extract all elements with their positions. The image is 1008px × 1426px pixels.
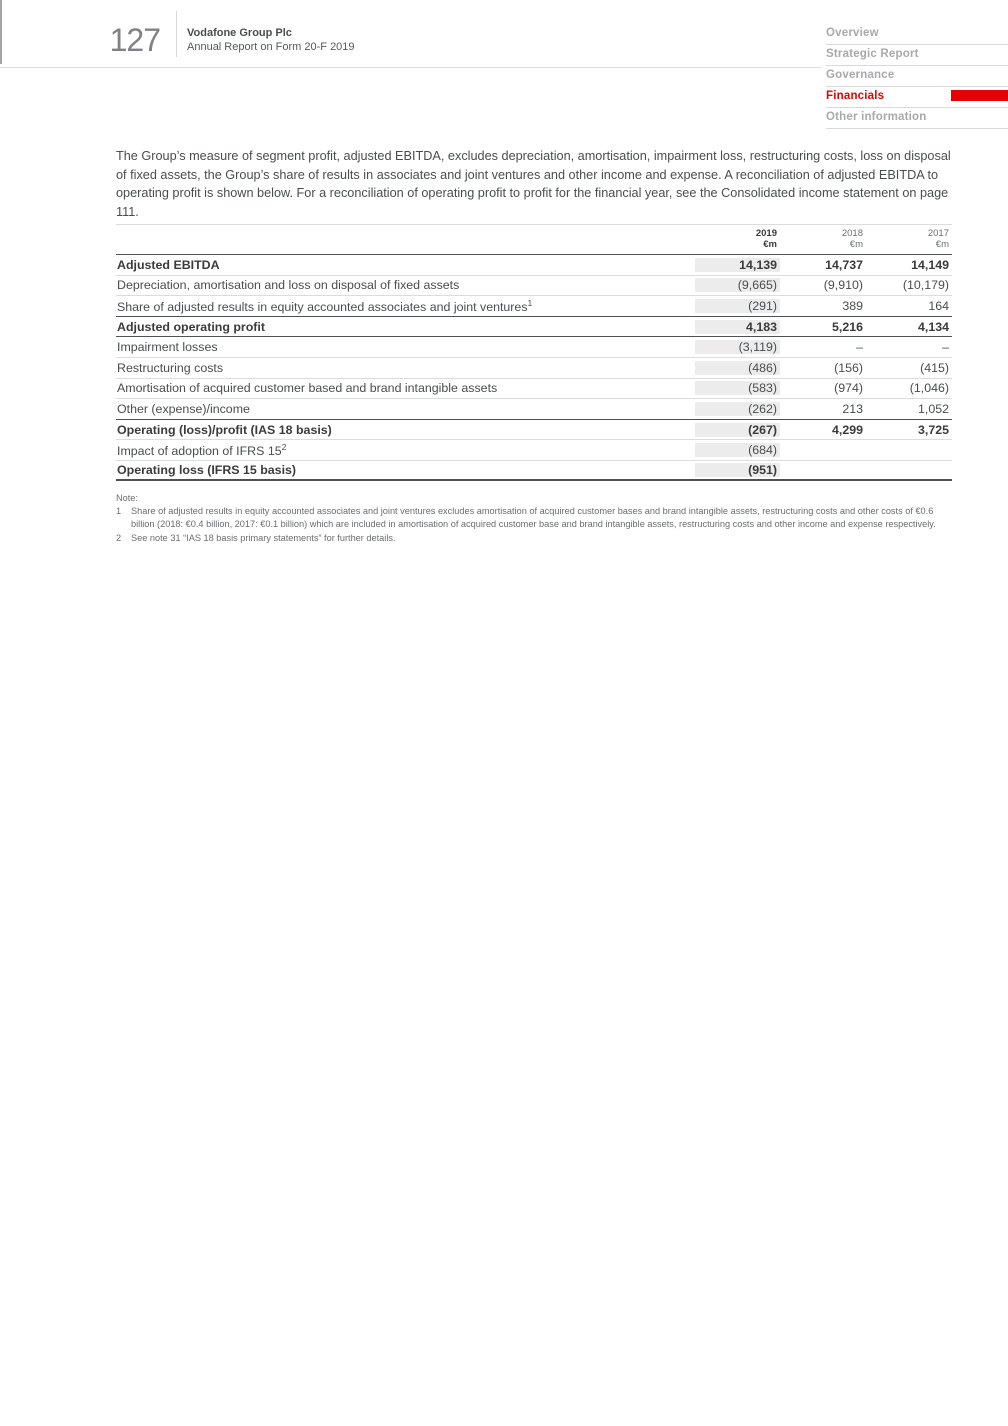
nav-item-strategic-report[interactable] <box>826 45 1008 66</box>
report-subtitle: Annual Report on Form 20-F 2019 <box>187 41 355 53</box>
row-label: Impairment losses <box>117 340 218 355</box>
col-header-2017: 2017 €m <box>927 228 949 250</box>
cell-2019: (9,665) <box>695 278 780 292</box>
cell-2018: (156) <box>834 360 863 375</box>
footnote-ref: 1 <box>527 297 533 308</box>
cell-2017: 14,149 <box>911 257 949 272</box>
row-label: Adjusted EBITDA <box>117 257 220 272</box>
nav-item-label: Governance <box>826 69 895 81</box>
note-item <box>116 505 938 531</box>
cell-2017: (1,046) <box>909 381 949 396</box>
cell-2017: (415) <box>920 360 949 375</box>
cell-2018: 4,299 <box>831 422 863 437</box>
table-row <box>116 295 952 316</box>
table-row <box>116 419 952 440</box>
nav-item-financials[interactable] <box>826 87 1008 108</box>
notes-section <box>116 492 938 545</box>
note-text: Share of adjusted results in equity accounted associates and joint ventures excludes amortisation of acquired customer bases and brand intangible assets, restructuring costs and other costs of €0.6 billion (2018: €0.4 billion, 2017: €0.1 billion) which are included in amortisation of acquired customer base and brand intangible assets, restructuring costs and other income and expense respectively. <box>131 506 936 530</box>
cell-2019: (291) <box>695 299 780 313</box>
note-number: 2 <box>116 532 122 543</box>
cell-2017: 164 <box>928 298 949 313</box>
section-nav <box>826 24 1008 129</box>
col-header-2019: 2019 €m <box>755 228 777 250</box>
table-row <box>116 316 952 337</box>
note-text: See note 31 “IAS 18 basis primary statements” for further details. <box>131 532 396 543</box>
cell-2019: 4,183 <box>695 320 780 334</box>
page-number: 127 <box>109 22 160 58</box>
row-label: Other (expense)/income <box>117 401 250 416</box>
cell-2018: (9,910) <box>823 278 863 293</box>
row-label: Adjusted operating profit <box>117 319 265 334</box>
cell-2018: 213 <box>842 401 863 416</box>
cell-2019: (267) <box>695 423 780 437</box>
cell-2019: (684) <box>695 443 780 457</box>
ebitda-reconciliation-table <box>116 224 952 481</box>
cell-2019: (951) <box>695 463 780 477</box>
footnote-ref: 2 <box>281 442 287 453</box>
cell-2017: – <box>942 340 949 355</box>
cell-2019: 14,139 <box>695 258 780 272</box>
cell-2017: (10,179) <box>902 278 949 293</box>
intro-paragraph: The Group’s measure of segment profit, adjusted EBITDA, excludes depreciation, amortisation, impairment loss, restructuring costs, loss on disposal of fixed assets, the Group’s share of results in associates and joint ventures and other income and expense. A reconciliation of adjusted EBITDA to operating profit is shown below. For a reconciliation of operating profit to profit for the financial year, see the Consolidated income statement on page 111. <box>116 149 951 220</box>
cell-2017: 1,052 <box>917 401 949 416</box>
cell-2019: (3,119) <box>695 340 780 354</box>
row-label: Share of adjusted results in equity accounted associates and joint ventures$^1$ <box>117 297 533 315</box>
table-header-row <box>116 224 952 254</box>
cell-2019: (583) <box>695 381 780 395</box>
col-header-2018: 2018 €m <box>841 228 863 250</box>
cell-2018: (974) <box>834 381 863 396</box>
row-label: Operating loss (IFRS 15 basis) <box>117 462 297 477</box>
note-item <box>116 532 938 545</box>
header-rule <box>0 67 821 68</box>
table-body <box>116 254 952 481</box>
table-row <box>116 254 952 275</box>
report-title: Vodafone Group Plc <box>187 27 292 39</box>
table-row <box>116 460 952 481</box>
note-number: 1 <box>116 506 122 517</box>
nav-item-label: Overview <box>826 27 879 39</box>
active-section-bar <box>951 90 1008 101</box>
cell-2018: 5,216 <box>831 319 863 334</box>
table-row <box>116 378 952 399</box>
cell-2019: (486) <box>695 361 780 375</box>
table-row <box>116 398 952 419</box>
row-label: Restructuring costs <box>117 360 224 375</box>
header-spacer <box>116 228 695 250</box>
cell-2018: – <box>856 340 863 355</box>
table-row <box>116 336 952 357</box>
cell-2018: 14,737 <box>825 257 863 272</box>
nav-item-other-information[interactable] <box>826 108 1008 129</box>
cell-2017: 3,725 <box>917 422 949 437</box>
cell-2019: (262) <box>695 402 780 416</box>
nav-item-label: Other information <box>826 111 927 123</box>
table-row <box>116 275 952 296</box>
table-row <box>116 439 952 460</box>
nav-item-label: Strategic Report <box>826 48 919 60</box>
cell-2018: 389 <box>842 298 863 313</box>
nav-item-overview[interactable] <box>826 24 1008 45</box>
cell-2017: 4,134 <box>917 319 949 334</box>
row-label: Impact of adoption of IFRS $15^2$ <box>117 442 287 459</box>
row-label: Depreciation, amortisation and loss on disposal of fixed assets <box>117 278 460 293</box>
notes-heading: Note: <box>116 493 138 503</box>
nav-item-governance[interactable] <box>826 66 1008 87</box>
table-row <box>116 357 952 378</box>
row-label: Amortisation of acquired customer based and brand intangible assets <box>117 381 498 396</box>
nav-item-label: Financials <box>826 90 885 102</box>
notes-list <box>116 505 938 545</box>
header-divider <box>176 11 177 57</box>
row-label: Operating (loss)/profit (IAS 18 basis) <box>117 422 332 437</box>
